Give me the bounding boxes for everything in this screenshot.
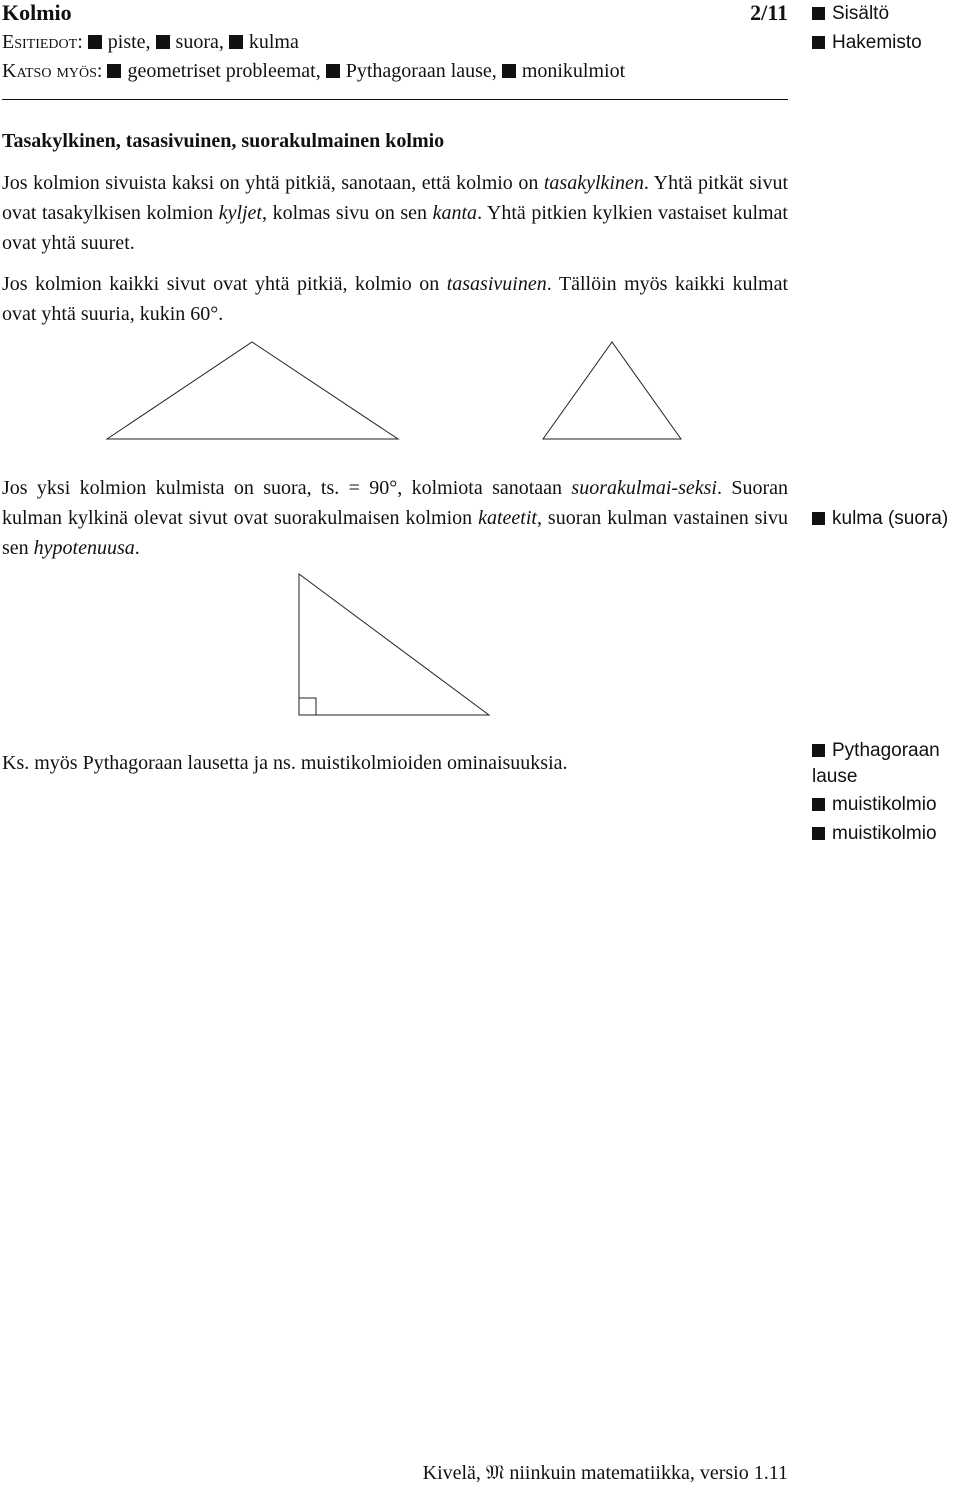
section-heading: Tasakylkinen, tasasivuinen, suorakulmainen kolmio xyxy=(2,130,445,152)
prereq-link-piste[interactable]: piste, xyxy=(88,31,151,53)
square-bullet-icon xyxy=(156,35,170,49)
paragraph-equilateral: Jos kolmion kaikki sivut ovat yhtä pitkiä, kolmio on tasasivuinen. Tällöin myös kaikki kulmat ovat yhtä suuria, kukin 60°. xyxy=(2,273,788,325)
side-link-muistikolmio-2[interactable]: muistikolmio xyxy=(812,821,937,847)
square-bullet-icon xyxy=(812,36,825,49)
prerequisites-label: Esitiedot: xyxy=(2,31,83,53)
prereq-link-kulma[interactable]: kulma xyxy=(229,31,299,53)
square-bullet-icon xyxy=(229,35,243,49)
right-angle-marker xyxy=(299,698,316,715)
see-also-link-geometriset-probleemat[interactable]: geometriset probleemat, xyxy=(107,60,320,82)
term-kyljet: kyljet xyxy=(218,202,262,224)
nav-contents-link[interactable]: Sisältö xyxy=(812,1,889,27)
see-also-label: Katso myös: xyxy=(2,60,103,82)
see-also-line xyxy=(2,58,625,84)
term-suorakulmainen: suorakulmai-seksi xyxy=(571,477,717,499)
term-hypotenuusa: hypotenuusa xyxy=(33,537,135,559)
paragraph-right-triangle: Jos yksi kolmion kulmista on suora, ts. = 90°, kolmiota sanotaan suorakulmai-seksi. Suoran kulman kylkinä olevat sivut ovat suorakulmaisen kolmion kateetit, suoran kulman vastainen sivu sen hypotenuusa. xyxy=(2,477,788,559)
equilateral-triangle xyxy=(543,342,681,439)
square-bullet-icon xyxy=(107,64,121,78)
term-tasasivuinen: tasasivuinen xyxy=(446,273,547,295)
page-footer: Kivelä, 𝔐 niinkuin matematiikka, versio 1.11 xyxy=(422,1462,788,1484)
isosceles-triangle xyxy=(107,342,398,439)
page-indicator: 2/11 xyxy=(750,0,788,25)
see-also-link-monikulmiot[interactable]: monikulmiot xyxy=(502,60,625,82)
header-divider xyxy=(2,99,788,100)
term-tasakylkinen: tasakylkinen xyxy=(543,172,644,194)
square-bullet-icon xyxy=(812,512,825,525)
square-bullet-icon xyxy=(88,35,102,49)
prerequisites-line xyxy=(2,29,299,55)
page-title: Kolmio xyxy=(2,0,72,25)
see-also-link-pythagoraan-lause[interactable]: Pythagoraan lause, xyxy=(326,60,497,82)
square-bullet-icon xyxy=(812,744,825,757)
side-link-kulma-suora[interactable]: kulma (suora) xyxy=(812,506,948,532)
term-kateetit: kateetit xyxy=(478,507,537,529)
square-bullet-icon xyxy=(812,798,825,811)
triangles-figure xyxy=(0,330,800,450)
square-bullet-icon xyxy=(326,64,340,78)
side-link-muistikolmio-1[interactable]: muistikolmio xyxy=(812,792,937,818)
paragraph-see-also: Ks. myös Pythagoraan lausetta ja ns. muistikolmioiden ominaisuuksia. xyxy=(2,752,568,774)
right-triangle xyxy=(299,574,489,715)
right-triangle-figure xyxy=(280,565,500,725)
side-link-pythagoraan-lause[interactable]: Pythagoraan lause xyxy=(812,740,940,787)
paragraph-isosceles: Jos kolmion sivuista kaksi on yhtä pitkiä, sanotaan, että kolmio on tasakylkinen. Yhtä pitkät sivut ovat tasakylkisen kolmion kyljet, kolmas sivu on sen kanta. Yhtä pitkien kylkien vastaiset kulmat ovat yhtä suuret. xyxy=(2,172,789,254)
square-bullet-icon xyxy=(812,7,825,20)
nav-index-link[interactable]: Hakemisto xyxy=(812,30,922,56)
term-kanta: kanta xyxy=(432,202,478,224)
square-bullet-icon xyxy=(812,827,825,840)
prereq-link-suora[interactable]: suora, xyxy=(156,31,224,53)
square-bullet-icon xyxy=(502,64,516,78)
